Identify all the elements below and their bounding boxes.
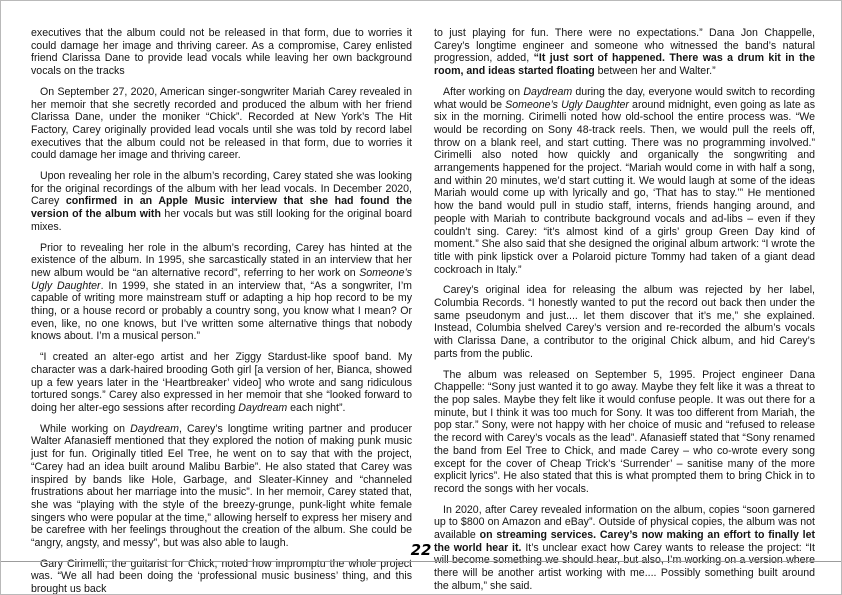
text-run: around midnight, even going as late as six in the morning. Cirimelli noted how old-school the entire process was. “We would be recording on Sony 48-track reels. Then, we would pull the reels off, throw on a blank reel, and start cutting. There was no programming involved.” Cirimelli also noted how quickly and organically the songwriting and arrangements happened for the project. “Mariah would come in with half a song, and within 20 minutes, we’d start cutting it. We would laugh at some of the ideas Mariah would come up with lyrically and go, ‘That has to stay.’” He mentioned how the band would pull in studio staff, interns, friends hanging around, and people with Mariah to contribute background vocals and ad-libs – even if they couldn’t sing. Carey: “it’s almost kind of a girls’ group Green Day kind of moment.” She also said that she designed the original album artwork: “I wrote the title with pink lipstick over a Polaroid picture Tommy had taken of a giant dead cockroach in Italy.”: [434, 98, 815, 276]
text-run: . In 1999, she stated in an interview that, “As a songwriter, I’m capable of writing more mainstream stuff or adapting a hip hop record to be my thing, or a house record or probably a country song, you know what I mean? Or even, like, no one knows, but I’ve written some alternative things that nobody knows about. I’m a musical person.”: [31, 279, 412, 343]
italic-text-run: Daydream: [238, 401, 288, 414]
italic-text-run: Someone’s Ugly Daughter: [505, 98, 629, 111]
text-run: , Carey’s longtime writing partner and producer Walter Afanasieff mentioned that they explored the notion of making punk music just for fun. Originally titled Eel Tree, he went on to say that with the project, “Carey had an idea built around Malibu Barbie”. He also stated that Carey was inspired by bands like Hole, Garbage, and Sleater-Kinney and “channeled frustrations about her marriage into the music”. In her memoir, Carey stated that, she was “playing with the style of the breezy-grunge, punk-light white female singers who were popular at the time,” allowing herself to express her misery and be carefree with her feelings throughout the creation of the album. She could be “angry, angsty, and messy”, but was also able to laugh.: [31, 422, 413, 550]
text-run: Carey’s original idea for releasing the album was rejected by her label, Columbia Records. “I honestly wanted to put the record out back then under the same pseudonym and just.... let them discover that it’s me,” she explained. Instead, Columbia shelved Carey’s version and re-recorded the album’s vocals with Clarissa Dane, a contributor to the original Chick album, and hid Carey’s parts from the public.: [434, 284, 815, 360]
text-run: during the day, everyone would switch to recording what would be: [434, 85, 815, 111]
italic-text-run: Someone’s Ugly Daughter: [31, 266, 412, 292]
text-run: After working on: [443, 85, 524, 98]
text-run: each night”.: [287, 401, 346, 414]
text-column-left: [31, 27, 412, 595]
paragraph: [434, 27, 815, 78]
text-run: “I created an alter-ego artist and her Ziggy Stardust-like spoof band. My character was a dark-haired brooding Goth girl [a version of her, Bianca, showed up a few years later in the ‘Heartbreaker’ video] who wrote and sang ridiculous tortured songs.” Carey also expressed in her memoir that she “looked forward to doing her alter-ego sessions after recording: [31, 351, 412, 414]
text-columns: [31, 27, 815, 595]
text-run: It’s unclear exact how Carey wants to release the project: “It will become something we should hear, but also, I’m working on a version where there will be another artist working with me.... Possibly something built around the album,” she said.: [434, 541, 815, 592]
text-run: between her and Walter.”: [594, 65, 716, 78]
text-run: Prior to revealing her role in the album’s recording, Carey has hinted at the existence of the album. In 1995, she sarcastically stated in an interview that her new album would be “an alternative record”, referring to her work on: [31, 241, 412, 279]
paragraph: [434, 284, 815, 360]
paragraph: [31, 170, 412, 234]
paragraph: [31, 242, 412, 344]
bold-text-run: “It just sort of happened. There was a drum kit in the room, and ideas started floating: [434, 52, 815, 78]
text-run: While working on: [40, 422, 131, 435]
text-run: Gary Cirimelli, the guitarist for Chick, noted how impromptu the whole project was. “We all had been doing the ‘professional music business’ thing, and this brought us back: [31, 557, 412, 595]
page-number: 22: [410, 541, 432, 559]
text-column-right: [434, 27, 815, 595]
paragraph: [31, 423, 412, 550]
text-run: to just playing for fun. There were no expectations.” Dana Jon Chappelle, Carey’s longtime engineer and someone who witnessed the band’s natural progression, added,: [434, 27, 815, 65]
text-run: On September 27, 2020, American singer-songwriter Mariah Carey revealed in her memoir that she secretly recorded and produced the album with her friend Clarissa Dane, under the moniker “Chick”. Recorded at New York’s The Hit Factory, Carey originally provided lead vocals until she was told by record label executives that the album could not be released in that form, due to worries it could damage her image and thriving career.: [31, 85, 412, 162]
bold-text-run: on streaming services. Carey’s now making an effort to finally let the world hear it.: [434, 529, 815, 554]
italic-text-run: Daydream: [130, 422, 179, 435]
italic-text-run: Daydream: [523, 85, 573, 98]
text-run: Upon revealing her role in the album’s recording, Carey stated she was looking for the original recordings of the album with her lead vocals. In December 2020, Carey: [31, 170, 412, 208]
paragraph: [31, 27, 412, 78]
paragraph: [31, 351, 412, 415]
paragraph: [434, 369, 815, 496]
footer-rule: [1, 561, 841, 562]
bold-text-run: confirmed in an Apple Music interview that she had found the version of the album with: [31, 195, 413, 221]
text-run: The album was released on September 5, 1995. Project engineer Dana Chappelle: “Sony just wanted it to go away. Maybe they felt like it was a threat to the pop sales. Maybe they felt like it would confuse people. It was out there for a minute, but I think it was too much for Sony. It was too different from Mariah, the pop star.” Sony, were not happy with her choice of music and “refused to release the record with Carey’s vocals as the lead”. Afanasieff stated that “Sony renamed the band from Eel Tree to Chick, and made Carey – who co-wrote every song except for the cover of Cheap Trick’s ‘Surrender’ – sanitise many of the more explicit lyrics”. He also stated that this is what prompted them to bring Chick in to record the songs with her vocals.: [434, 368, 815, 495]
text-run: executives that the album could not be released in that form, due to worries it could damage her image and thriving career. As a compromise, Carey enlisted friend Clarissa Dane to provide lead vocals while leaving her own background vocals on the tracks: [31, 27, 412, 78]
paragraph: [31, 558, 412, 595]
text-run: In 2020, after Carey revealed information on the album, copies “soon garnered up to $800 on Amazon and eBay”. Outside of physical copies, the album was not available: [434, 503, 815, 542]
paragraph: [31, 86, 412, 162]
paragraph: [434, 86, 815, 277]
text-run: her vocals but was still looking for the original board mixes.: [31, 208, 412, 233]
